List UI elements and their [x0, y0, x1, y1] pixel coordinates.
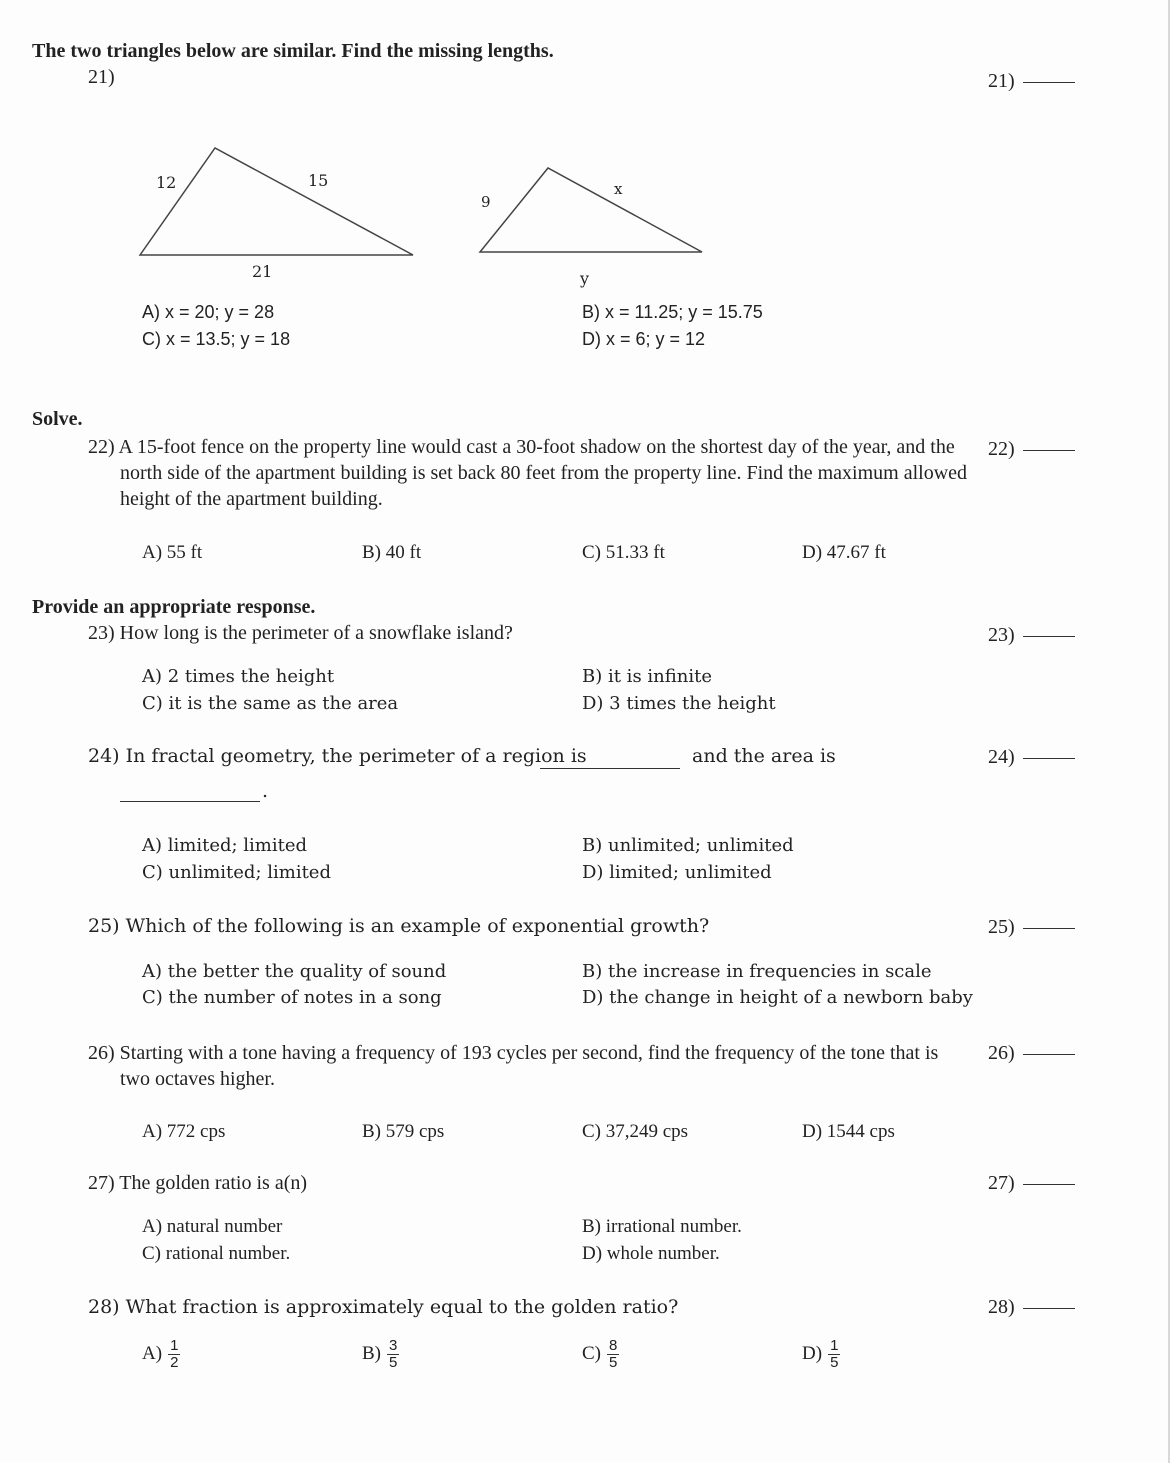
answer-blank-label: 26)	[988, 1042, 1015, 1064]
q24-fill-blank-2[interactable]	[120, 801, 260, 802]
answer-line[interactable]	[1023, 1307, 1075, 1309]
q28-choice-b[interactable]	[362, 1338, 399, 1371]
answer-blank-22[interactable]	[988, 438, 1075, 461]
question-23-text: 23) How long is the perimeter of a snowflake island?	[88, 622, 513, 644]
q24-fill-blank-1[interactable]	[540, 768, 680, 769]
q26-choice-a[interactable]: A) 772 cps	[142, 1121, 226, 1142]
question-27-text: 27) The golden ratio is a(n)	[88, 1172, 308, 1194]
triangle-small-base-label: y	[580, 269, 590, 288]
answer-blank-label: 22)	[988, 438, 1015, 460]
fraction-numerator: 1	[170, 1337, 179, 1354]
triangle-large-base-label: 21	[252, 262, 273, 280]
section-header-solve: Solve.	[32, 408, 83, 430]
q21-choice-d[interactable]: D) x = 6; y = 12	[582, 329, 706, 349]
question-25-text: 25) Which of the following is an example of exponential growth?	[88, 915, 710, 937]
fraction-denominator: 5	[609, 1354, 618, 1371]
q23-choice-c[interactable]: C) it is the same as the area	[142, 693, 399, 714]
answer-blank-23[interactable]	[988, 624, 1075, 647]
question-26-body: 26) Starting with a tone having a frequency of 193 cycles per second, find the frequency of the tone that is two octaves higher.	[88, 1042, 939, 1090]
triangle-small-left-label: 9	[481, 193, 491, 211]
section-header-provide-response: Provide an appropriate response.	[32, 596, 316, 618]
q21-choice-c[interactable]: C) x = 13.5; y = 18	[142, 329, 291, 349]
q27-choice-b[interactable]: B) irrational number.	[582, 1216, 742, 1237]
question-22-text	[88, 434, 968, 512]
answer-blank-28[interactable]	[988, 1296, 1075, 1319]
fraction-numerator: 3	[389, 1337, 398, 1354]
choice-label: D)	[802, 1342, 823, 1364]
q25-choice-b[interactable]: B) the increase in frequencies in scale	[582, 961, 932, 982]
answer-line[interactable]	[1023, 1053, 1075, 1055]
fraction-denominator: 5	[830, 1354, 839, 1371]
q26-choice-d[interactable]: D) 1544 cps	[802, 1121, 895, 1142]
answer-blank-24[interactable]	[988, 746, 1075, 769]
answer-blank-label: 25)	[988, 916, 1015, 938]
question-number-21: 21)	[88, 66, 115, 88]
q24-choice-c[interactable]: C) unlimited; limited	[142, 862, 331, 883]
question-28-text: 28) What fraction is approximately equal to the golden ratio?	[88, 1296, 679, 1318]
choice-label: C)	[582, 1342, 601, 1364]
section-header-similar-triangles: The two triangles below are similar. Find the missing lengths.	[32, 40, 554, 62]
q24-choice-d[interactable]: D) limited; unlimited	[582, 862, 772, 883]
q22-choice-c[interactable]: C) 51.33 ft	[582, 542, 665, 563]
answer-blank-label: 21)	[988, 70, 1015, 92]
choice-label: A)	[142, 1342, 163, 1364]
triangle-large-right-label: 15	[308, 171, 329, 190]
q22-choice-d[interactable]: D) 47.67 ft	[802, 542, 886, 563]
q26-choice-c[interactable]: C) 37,249 cps	[582, 1121, 689, 1142]
fraction	[607, 1338, 619, 1371]
fraction	[828, 1338, 840, 1371]
q27-choice-d[interactable]: D) whole number.	[582, 1243, 720, 1264]
answer-blank-27[interactable]	[988, 1172, 1075, 1195]
triangle-large-shape	[140, 148, 413, 255]
fraction	[168, 1338, 180, 1371]
answer-blank-label: 24)	[988, 746, 1015, 768]
fraction	[387, 1338, 399, 1371]
triangle-small-shape	[480, 168, 702, 252]
q25-choice-a[interactable]: A) the better the quality of sound	[142, 961, 447, 982]
q24-choice-a[interactable]: A) limited; limited	[142, 835, 308, 856]
question-24-part1: 24) In fractal geometry, the perimeter of a region is	[88, 745, 587, 767]
answer-blank-label: 23)	[988, 624, 1015, 646]
answer-line[interactable]	[1023, 757, 1075, 759]
q23-choice-a[interactable]: A) 2 times the height	[142, 666, 335, 687]
answer-line[interactable]	[1023, 81, 1075, 83]
fraction-denominator: 2	[170, 1354, 179, 1371]
answer-blank-21[interactable]	[988, 70, 1075, 93]
q22-choice-b[interactable]: B) 40 ft	[362, 542, 422, 563]
triangle-diagram-large	[130, 140, 430, 280]
q23-choice-d[interactable]: D) 3 times the height	[582, 693, 776, 714]
q21-choice-a[interactable]: A) x = 20; y = 28	[142, 302, 275, 322]
q25-choice-c[interactable]: C) the number of notes in a song	[142, 987, 442, 1008]
answer-line[interactable]	[1023, 635, 1075, 637]
question-26-text	[88, 1040, 968, 1092]
q22-choice-a[interactable]: A) 55 ft	[142, 542, 203, 563]
choice-label: B)	[362, 1342, 381, 1364]
answer-blank-label: 27)	[988, 1172, 1015, 1194]
q28-choice-c[interactable]	[582, 1338, 619, 1371]
fraction-numerator: 1	[830, 1337, 839, 1354]
answer-line[interactable]	[1023, 927, 1075, 929]
answer-blank-26[interactable]	[988, 1042, 1075, 1065]
question-24-end: .	[262, 780, 269, 802]
q28-choice-a[interactable]	[142, 1338, 180, 1371]
answer-blank-label: 28)	[988, 1296, 1015, 1318]
fraction-denominator: 5	[389, 1354, 398, 1371]
q21-choice-b[interactable]: B) x = 11.25; y = 15.75	[582, 302, 763, 322]
q27-choice-c[interactable]: C) rational number.	[142, 1243, 291, 1264]
answer-blank-25[interactable]	[988, 916, 1075, 939]
q27-choice-a[interactable]: A) natural number	[142, 1216, 283, 1237]
q25-choice-d[interactable]: D) the change in height of a newborn baby	[582, 987, 973, 1008]
triangle-diagram-small	[470, 160, 710, 290]
answer-line[interactable]	[1023, 449, 1075, 451]
q23-choice-b[interactable]: B) it is infinite	[582, 666, 712, 687]
answer-line[interactable]	[1023, 1183, 1075, 1185]
triangle-large-left-label: 12	[156, 173, 177, 192]
triangle-small-right-label: x	[614, 180, 623, 198]
fraction-numerator: 8	[609, 1337, 618, 1354]
q24-choice-b[interactable]: B) unlimited; unlimited	[582, 835, 794, 856]
q26-choice-b[interactable]: B) 579 cps	[362, 1121, 445, 1142]
q28-choice-d[interactable]	[802, 1338, 840, 1371]
question-24-part2: and the area is	[692, 745, 836, 767]
question-22-body: 22) A 15-foot fence on the property line would cast a 30-foot shadow on the shortest day of the year, and the north side of the apartment building is set back 80 feet from the property line. Find the maximum allowed height of the apartment building.	[88, 436, 968, 510]
